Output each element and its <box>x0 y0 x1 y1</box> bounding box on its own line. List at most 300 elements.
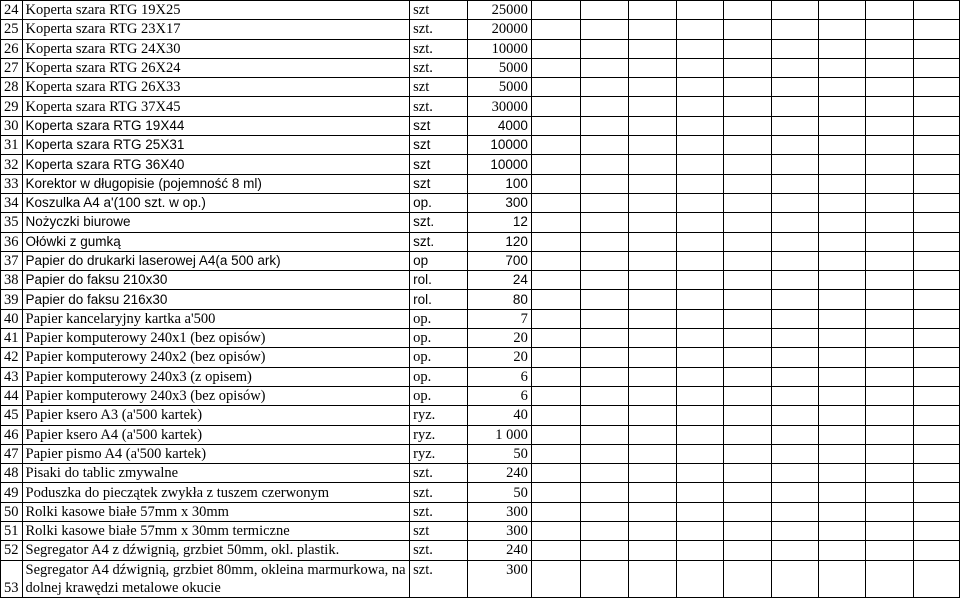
quantity-cell: 1 000 <box>467 425 531 444</box>
empty-cell <box>866 560 914 597</box>
row-number-cell: 40 <box>1 309 23 328</box>
empty-cell <box>580 425 629 444</box>
table-row <box>1 213 960 232</box>
empty-cell <box>531 1 580 20</box>
empty-cell <box>866 1 914 20</box>
empty-cell <box>531 483 580 502</box>
unit-cell: ryz. <box>410 425 468 444</box>
empty-cell <box>677 174 724 193</box>
empty-cell <box>771 502 818 521</box>
empty-cell <box>580 309 629 328</box>
empty-cell <box>629 174 677 193</box>
empty-cell <box>531 309 580 328</box>
table-row <box>1 116 960 135</box>
empty-cell <box>724 174 772 193</box>
empty-cell <box>629 541 677 560</box>
item-name-cell: Papier do faksu 210x30 <box>22 271 410 290</box>
empty-cell <box>818 367 866 386</box>
empty-cell <box>866 483 914 502</box>
empty-cell <box>531 193 580 212</box>
table-row <box>1 406 960 425</box>
empty-cell <box>771 78 818 97</box>
item-name-cell: Papier komputerowy 240x2 (bez opisów) <box>22 348 410 367</box>
empty-cell <box>866 271 914 290</box>
table-row <box>1 425 960 444</box>
quantity-cell: 300 <box>467 560 531 597</box>
empty-cell <box>818 560 866 597</box>
item-name-cell: Rolki kasowe białe 57mm x 30mm <box>22 502 410 521</box>
table-row <box>1 39 960 58</box>
empty-cell <box>677 329 724 348</box>
empty-cell <box>914 444 960 463</box>
empty-cell <box>629 348 677 367</box>
empty-cell <box>531 386 580 405</box>
empty-cell <box>580 483 629 502</box>
empty-cell <box>914 367 960 386</box>
empty-cell <box>771 251 818 270</box>
empty-cell <box>771 271 818 290</box>
empty-cell <box>677 251 724 270</box>
empty-cell <box>771 213 818 232</box>
empty-cell <box>677 155 724 174</box>
item-name-cell: Koperta szara RTG 37X45 <box>22 97 410 116</box>
row-number-cell: 32 <box>1 155 23 174</box>
empty-cell <box>677 406 724 425</box>
empty-cell <box>677 193 724 212</box>
empty-cell <box>580 329 629 348</box>
unit-cell: op. <box>410 309 468 328</box>
empty-cell <box>531 522 580 541</box>
empty-cell <box>818 541 866 560</box>
empty-cell <box>677 136 724 155</box>
empty-cell <box>531 541 580 560</box>
empty-cell <box>531 213 580 232</box>
empty-cell <box>914 560 960 597</box>
empty-cell <box>724 483 772 502</box>
empty-cell <box>629 39 677 58</box>
table-row <box>1 329 960 348</box>
empty-cell <box>580 78 629 97</box>
empty-cell <box>580 251 629 270</box>
empty-cell <box>818 522 866 541</box>
empty-cell <box>771 136 818 155</box>
empty-cell <box>724 136 772 155</box>
empty-cell <box>866 329 914 348</box>
empty-cell <box>677 464 724 483</box>
item-name-cell: Papier komputerowy 240x1 (bez opisów) <box>22 329 410 348</box>
empty-cell <box>771 425 818 444</box>
table-row <box>1 464 960 483</box>
empty-cell <box>531 116 580 135</box>
empty-cell <box>629 329 677 348</box>
empty-cell <box>629 58 677 77</box>
empty-cell <box>629 193 677 212</box>
empty-cell <box>818 329 866 348</box>
quantity-cell: 100 <box>467 174 531 193</box>
empty-cell <box>580 541 629 560</box>
unit-cell: op. <box>410 386 468 405</box>
row-number-cell: 27 <box>1 58 23 77</box>
empty-cell <box>677 271 724 290</box>
empty-cell <box>531 251 580 270</box>
empty-cell <box>818 97 866 116</box>
table-row <box>1 522 960 541</box>
unit-cell: szt <box>410 522 468 541</box>
empty-cell <box>818 174 866 193</box>
empty-cell <box>771 193 818 212</box>
empty-cell <box>629 444 677 463</box>
item-name-cell: Koperta szara RTG 25X31 <box>22 136 410 155</box>
empty-cell <box>866 39 914 58</box>
row-number-cell: 29 <box>1 97 23 116</box>
table-row <box>1 232 960 251</box>
row-number-cell: 30 <box>1 116 23 135</box>
row-number-cell: 49 <box>1 483 23 502</box>
empty-cell <box>818 348 866 367</box>
quantity-cell: 240 <box>467 541 531 560</box>
empty-cell <box>580 386 629 405</box>
empty-cell <box>677 116 724 135</box>
empty-cell <box>914 193 960 212</box>
empty-cell <box>531 464 580 483</box>
empty-cell <box>677 522 724 541</box>
empty-cell <box>914 386 960 405</box>
empty-cell <box>677 386 724 405</box>
empty-cell <box>866 425 914 444</box>
unit-cell: op. <box>410 367 468 386</box>
unit-cell: szt. <box>410 97 468 116</box>
quantity-cell: 300 <box>467 193 531 212</box>
empty-cell <box>580 464 629 483</box>
item-name-cell: Papier pismo A4 (a'500 kartek) <box>22 444 410 463</box>
empty-cell <box>580 1 629 20</box>
empty-cell <box>580 348 629 367</box>
empty-cell <box>724 309 772 328</box>
empty-cell <box>531 39 580 58</box>
empty-cell <box>866 290 914 309</box>
row-number-cell: 35 <box>1 213 23 232</box>
empty-cell <box>531 155 580 174</box>
empty-cell <box>818 136 866 155</box>
empty-cell <box>629 560 677 597</box>
empty-cell <box>724 367 772 386</box>
unit-cell: rol. <box>410 271 468 290</box>
empty-cell <box>914 502 960 521</box>
empty-cell <box>677 367 724 386</box>
table-row <box>1 560 960 597</box>
empty-cell <box>818 155 866 174</box>
empty-cell <box>724 348 772 367</box>
empty-cell <box>914 464 960 483</box>
empty-cell <box>866 174 914 193</box>
quantity-cell: 300 <box>467 522 531 541</box>
table-row <box>1 97 960 116</box>
empty-cell <box>531 78 580 97</box>
row-number-cell: 52 <box>1 541 23 560</box>
empty-cell <box>531 136 580 155</box>
item-name-cell: Papier kancelaryjny kartka a'500 <box>22 309 410 328</box>
empty-cell <box>580 58 629 77</box>
item-name-cell: Rolki kasowe białe 57mm x 30mm termiczne <box>22 522 410 541</box>
empty-cell <box>677 1 724 20</box>
quantity-cell: 40 <box>467 406 531 425</box>
empty-cell <box>580 232 629 251</box>
empty-cell <box>771 522 818 541</box>
empty-cell <box>914 78 960 97</box>
empty-cell <box>531 97 580 116</box>
table-row <box>1 502 960 521</box>
empty-cell <box>914 541 960 560</box>
empty-cell <box>580 193 629 212</box>
unit-cell: szt <box>410 136 468 155</box>
empty-cell <box>818 58 866 77</box>
empty-cell <box>629 271 677 290</box>
empty-cell <box>724 20 772 39</box>
empty-cell <box>677 290 724 309</box>
table-row <box>1 386 960 405</box>
empty-cell <box>724 290 772 309</box>
empty-cell <box>771 560 818 597</box>
empty-cell <box>866 193 914 212</box>
quantity-cell: 80 <box>467 290 531 309</box>
empty-cell <box>771 444 818 463</box>
item-name-cell: Papier do faksu 216x30 <box>22 290 410 309</box>
unit-cell: szt. <box>410 502 468 521</box>
empty-cell <box>771 309 818 328</box>
empty-cell <box>914 251 960 270</box>
empty-cell <box>724 502 772 521</box>
row-number-cell: 39 <box>1 290 23 309</box>
empty-cell <box>866 406 914 425</box>
item-name-cell: Koperta szara RTG 24X30 <box>22 39 410 58</box>
empty-cell <box>580 367 629 386</box>
empty-cell <box>629 251 677 270</box>
row-number-cell: 41 <box>1 329 23 348</box>
empty-cell <box>914 483 960 502</box>
row-number-cell: 53 <box>1 560 23 597</box>
empty-cell <box>580 271 629 290</box>
unit-cell: szt. <box>410 464 468 483</box>
empty-cell <box>677 58 724 77</box>
empty-cell <box>580 116 629 135</box>
empty-cell <box>724 406 772 425</box>
empty-cell <box>818 213 866 232</box>
empty-cell <box>629 483 677 502</box>
row-number-cell: 45 <box>1 406 23 425</box>
empty-cell <box>771 290 818 309</box>
unit-cell: op <box>410 251 468 270</box>
empty-cell <box>771 406 818 425</box>
empty-cell <box>724 58 772 77</box>
empty-cell <box>724 251 772 270</box>
quantity-cell: 240 <box>467 464 531 483</box>
unit-cell: szt <box>410 116 468 135</box>
empty-cell <box>724 97 772 116</box>
empty-cell <box>580 560 629 597</box>
unit-cell: szt <box>410 155 468 174</box>
quantity-cell: 30000 <box>467 97 531 116</box>
table-row <box>1 20 960 39</box>
empty-cell <box>629 136 677 155</box>
empty-cell <box>724 329 772 348</box>
unit-cell: szt <box>410 78 468 97</box>
item-name-cell: Koperta szara RTG 19X25 <box>22 1 410 20</box>
empty-cell <box>866 522 914 541</box>
item-name-cell: Koszulka A4 a'(100 szt. w op.) <box>22 193 410 212</box>
empty-cell <box>580 20 629 39</box>
unit-cell: szt <box>410 174 468 193</box>
quantity-cell: 300 <box>467 502 531 521</box>
empty-cell <box>866 20 914 39</box>
item-name-cell: Nożyczki biurowe <box>22 213 410 232</box>
empty-cell <box>677 78 724 97</box>
empty-cell <box>580 444 629 463</box>
empty-cell <box>724 213 772 232</box>
table-row <box>1 78 960 97</box>
row-number-cell: 43 <box>1 367 23 386</box>
empty-cell <box>724 522 772 541</box>
item-name-cell: Papier komputerowy 240x3 (bez opisów) <box>22 386 410 405</box>
table-row <box>1 271 960 290</box>
empty-cell <box>677 348 724 367</box>
item-name-cell: Korektor w długopisie (pojemność 8 ml) <box>22 174 410 193</box>
empty-cell <box>914 522 960 541</box>
empty-cell <box>818 425 866 444</box>
empty-cell <box>818 271 866 290</box>
empty-cell <box>580 155 629 174</box>
empty-cell <box>914 58 960 77</box>
empty-cell <box>914 232 960 251</box>
item-name-cell: Pisaki do tablic zmywalne <box>22 464 410 483</box>
quantity-cell: 50 <box>467 444 531 463</box>
empty-cell <box>914 329 960 348</box>
empty-cell <box>724 193 772 212</box>
quantity-cell: 10000 <box>467 155 531 174</box>
empty-cell <box>724 155 772 174</box>
empty-cell <box>818 309 866 328</box>
table-row <box>1 290 960 309</box>
empty-cell <box>629 78 677 97</box>
empty-cell <box>724 232 772 251</box>
table-row <box>1 348 960 367</box>
empty-cell <box>818 39 866 58</box>
item-name-cell <box>22 560 410 597</box>
table-row <box>1 483 960 502</box>
empty-cell <box>914 20 960 39</box>
empty-cell <box>914 213 960 232</box>
empty-cell <box>677 232 724 251</box>
quantity-cell: 5000 <box>467 58 531 77</box>
table-row <box>1 541 960 560</box>
row-number-cell: 28 <box>1 78 23 97</box>
quantity-cell: 24 <box>467 271 531 290</box>
empty-cell <box>818 193 866 212</box>
unit-cell: szt. <box>410 58 468 77</box>
empty-cell <box>914 309 960 328</box>
table-row <box>1 193 960 212</box>
empty-cell <box>580 213 629 232</box>
quantity-cell: 12 <box>467 213 531 232</box>
empty-cell <box>724 271 772 290</box>
empty-cell <box>629 116 677 135</box>
empty-cell <box>531 271 580 290</box>
empty-cell <box>866 502 914 521</box>
empty-cell <box>724 386 772 405</box>
empty-cell <box>771 386 818 405</box>
row-number-cell: 42 <box>1 348 23 367</box>
empty-cell <box>724 1 772 20</box>
empty-cell <box>580 502 629 521</box>
row-number-cell: 38 <box>1 271 23 290</box>
empty-cell <box>818 290 866 309</box>
empty-cell <box>771 174 818 193</box>
quantity-cell: 10000 <box>467 136 531 155</box>
empty-cell <box>677 560 724 597</box>
quantity-cell: 50 <box>467 483 531 502</box>
empty-cell <box>771 232 818 251</box>
row-number-cell: 33 <box>1 174 23 193</box>
quantity-cell: 6 <box>467 367 531 386</box>
table-row <box>1 1 960 20</box>
row-number-cell: 47 <box>1 444 23 463</box>
empty-cell <box>914 348 960 367</box>
unit-cell: szt. <box>410 20 468 39</box>
empty-cell <box>724 560 772 597</box>
empty-cell <box>818 464 866 483</box>
empty-cell <box>818 444 866 463</box>
unit-cell: ryz. <box>410 406 468 425</box>
empty-cell <box>914 155 960 174</box>
empty-cell <box>677 20 724 39</box>
unit-cell: szt. <box>410 39 468 58</box>
empty-cell <box>866 232 914 251</box>
item-name-cell: Koperta szara RTG 36X40 <box>22 155 410 174</box>
item-name-cell: Poduszka do pieczątek zwykła z tuszem czerwonym <box>22 483 410 502</box>
unit-cell: szt. <box>410 483 468 502</box>
empty-cell <box>914 174 960 193</box>
empty-cell <box>677 483 724 502</box>
empty-cell <box>531 348 580 367</box>
empty-cell <box>531 20 580 39</box>
item-name-cell: Papier komputerowy 240x3 (z opisem) <box>22 367 410 386</box>
empty-cell <box>629 232 677 251</box>
empty-cell <box>771 367 818 386</box>
empty-cell <box>629 309 677 328</box>
empty-cell <box>580 174 629 193</box>
empty-cell <box>771 20 818 39</box>
row-number-cell: 34 <box>1 193 23 212</box>
empty-cell <box>914 97 960 116</box>
item-name-text: Segregator A4 dźwignią, grzbiet 80mm, okleina marmurkowa, na dolnej krawędzi metalowe okucie <box>25 561 406 596</box>
empty-cell <box>914 425 960 444</box>
empty-cell <box>580 290 629 309</box>
empty-cell <box>866 541 914 560</box>
empty-cell <box>580 406 629 425</box>
empty-cell <box>818 251 866 270</box>
item-name-cell: Papier do drukarki laserowej A4(a 500 ark) <box>22 251 410 270</box>
item-name-cell: Koperta szara RTG 26X24 <box>22 58 410 77</box>
empty-cell <box>531 367 580 386</box>
empty-cell <box>771 58 818 77</box>
empty-cell <box>531 232 580 251</box>
item-name-cell: Koperta szara RTG 26X33 <box>22 78 410 97</box>
empty-cell <box>866 464 914 483</box>
empty-cell <box>818 483 866 502</box>
empty-cell <box>866 78 914 97</box>
empty-cell <box>531 560 580 597</box>
empty-cell <box>914 1 960 20</box>
empty-cell <box>724 78 772 97</box>
